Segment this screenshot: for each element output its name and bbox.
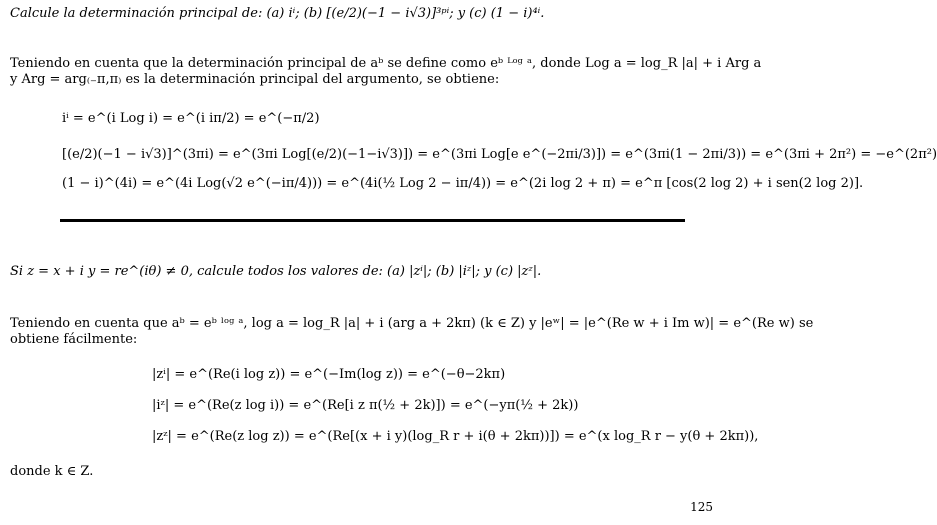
problem-2-intro-line-1: Teniendo en cuenta que aᵇ = eᵇ ˡᵒᵍ ᵃ, log a = log_R |a| + i (arg a + 2kπ) (k ∈ Z) y |eʷ| = |e^(Re w + i Im w)| = e^(Re w) se xyxy=(10,316,814,331)
equation-modulus-i-z: |iᶻ| = e^(Re(z log i)) = e^(Re[i z π(½ + 2k)]) = e^(−yπ(½ + 2k)) xyxy=(152,398,579,413)
section-divider xyxy=(60,219,685,222)
page-number: 125 xyxy=(690,500,713,514)
equation-modulus-z-z: |zᶻ| = e^(Re(z log z)) = e^(Re[(x + i y)(log_R r + i(θ + 2kπ))]) = e^(x log_R r − y(θ + 2kπ)), xyxy=(152,429,759,444)
equation-modulus-z-i: |zⁱ| = e^(Re(i log z)) = e^(−Im(log z)) = e^(−θ−2kπ) xyxy=(152,367,506,382)
equation-part-c: (1 − i)^(4i) = e^(4i Log(√2 e^(−iπ/4))) = e^(4i(½ Log 2 − iπ/4)) = e^(2i log 2 + π) = e^π [cos(2 log 2) + i sen(2 log 2)]. xyxy=(62,176,864,191)
problem-1-statement: Calcule la determinación principal de: (a) iⁱ; (b) [(e/2)(−1 − i√3)]³ᵖⁱ; y (c) (1 − i)⁴ⁱ. xyxy=(10,6,545,21)
equation-i-to-i: iⁱ = e^(i Log i) = e^(i iπ/2) = e^(−π/2) xyxy=(62,111,320,126)
problem-1-intro-line-1: Teniendo en cuenta que la determinación principal de aᵇ se define como eᵇ ᴸᵒᵍ ᵃ, donde Log a = log_R |a| + i Arg a xyxy=(10,56,762,71)
equation-part-b: [(e/2)(−1 − i√3)]^(3πi) = e^(3πi Log[(e/2)(−1−i√3)]) = e^(3πi Log[e e^(−2πi/3)]) = e^(3πi(1 − 2πi/3)) = e^(3πi + 2π²) = −e^(2π²) xyxy=(62,147,937,162)
problem-2-statement: Si z = x + i y = re^(iθ) ≠ 0, calcule todos los valores de: (a) |zⁱ|; (b) |iᶻ|; y (c) |zᶻ|. xyxy=(10,264,542,279)
problem-1-intro-line-2: y Arg = arg₍₋π,π₎ es la determinación principal del argumento, se obtiene: xyxy=(10,72,500,87)
conclusion-text: donde k ∈ Z. xyxy=(10,464,94,479)
problem-2-intro-line-2: obtiene fácilmente: xyxy=(10,332,138,347)
